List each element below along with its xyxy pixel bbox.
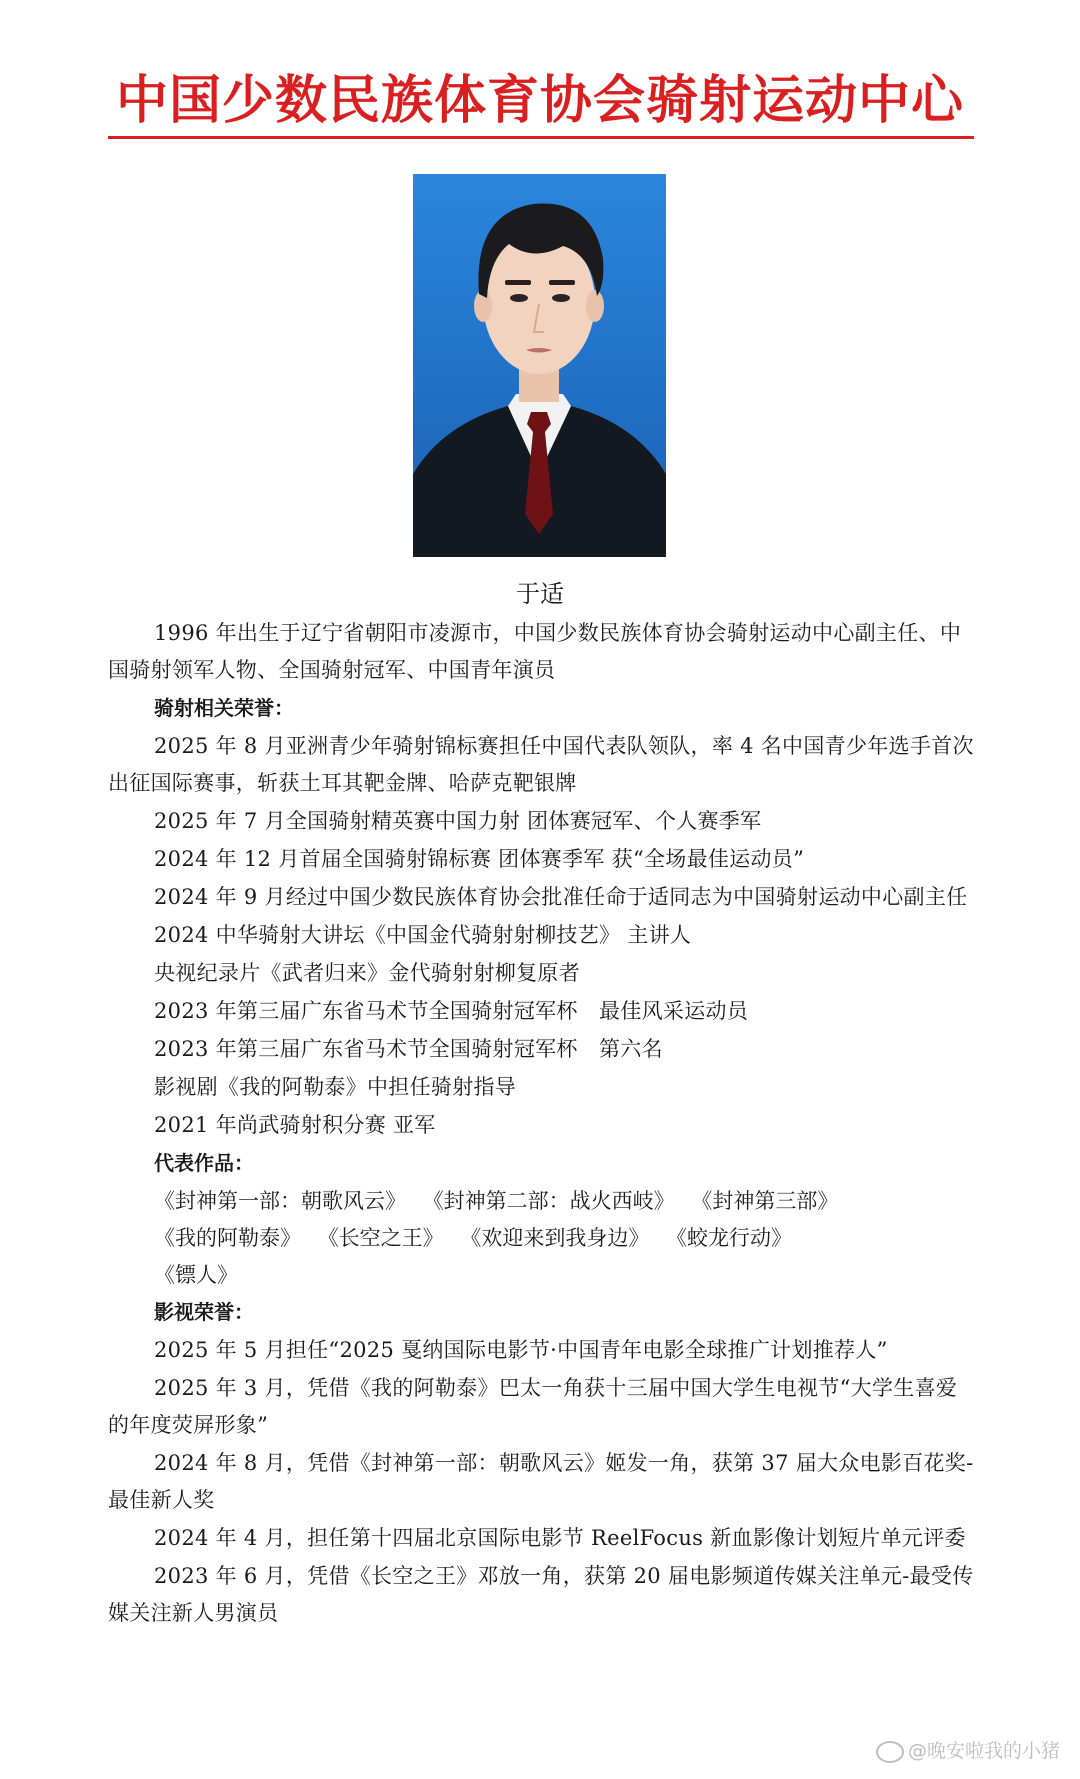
- intro-paragraph: 1996 年出生于辽宁省朝阳市凌源市，中国少数民族体育协会骑射运动中心副主任、中国骑射领军人物、全国骑射冠军、中国青年演员: [108, 621, 962, 682]
- work-title: 《封神第二部：战火西岐》: [422, 1189, 675, 1213]
- honor-item: 2025 年 7 月全国骑射精英赛中国力射 团体赛冠军、个人赛季军: [154, 809, 762, 833]
- biography-body: [108, 615, 974, 1633]
- work-title: 《欢迎来到我身边》: [460, 1226, 650, 1250]
- watermark-text: @晚安啦我的小猪: [907, 1740, 1060, 1762]
- honor-item: 2024 中华骑射大讲坛《中国金代骑射射柳技艺》 主讲人: [154, 923, 692, 947]
- section-heading-equestrian: 骑射相关荣誉：: [154, 696, 294, 720]
- work-title: 《长空之王》: [317, 1226, 444, 1250]
- honor-item: 2023 年第三届广东省马术节全国骑射冠军杯 第六名: [154, 1037, 663, 1061]
- film-honor-item: 2024 年 4 月，担任第十四届北京国际电影节 ReelFocus 新血影像计划短片单元评委: [154, 1526, 966, 1550]
- honor-item: 影视剧《我的阿勒泰》中担任骑射指导: [154, 1075, 517, 1099]
- works-line: [154, 1183, 974, 1220]
- work-title: 《我的阿勒泰》: [154, 1226, 301, 1250]
- work-title: 《封神第一部：朝歌风云》: [154, 1189, 406, 1213]
- person-name: 于适: [516, 580, 564, 608]
- works-line: [154, 1220, 974, 1257]
- section-heading-works: 代表作品：: [154, 1151, 254, 1175]
- film-honor-item: 2024 年 8 月，凭借《封神第一部：朝歌风云》姬发一角，获第 37 届大众电影百花奖-最佳新人奖: [108, 1451, 974, 1512]
- title-divider: [108, 136, 974, 139]
- weibo-watermark: [876, 1736, 1060, 1763]
- honor-item: 2024 年 9 月经过中国少数民族体育协会批准任命于适同志为中国骑射运动中心副主任: [154, 885, 968, 909]
- honor-item: 2025 年 8 月亚洲青少年骑射锦标赛担任中国代表队领队，率 4 名中国青少年选手首次出征国际赛事，斩获土耳其靶金牌、哈萨克靶银牌: [108, 734, 974, 795]
- honor-item: 2023 年第三届广东省马术节全国骑射冠军杯 最佳风采运动员: [154, 999, 749, 1023]
- portrait-photo: [413, 174, 666, 557]
- weibo-icon: [876, 1741, 904, 1763]
- section-heading-film-honors: 影视荣誉：: [154, 1300, 254, 1324]
- film-honor-item: 2023 年 6 月，凭借《长空之王》邓放一角，获第 20 届电影频道传媒关注单元-最受传媒关注新人男演员: [108, 1564, 974, 1625]
- work-title: 《封神第三部》: [691, 1189, 839, 1213]
- page-title: 中国少数民族体育协会骑射运动中心: [115, 71, 964, 131]
- work-title: 《镖人》: [154, 1263, 238, 1287]
- works-line: [154, 1257, 974, 1294]
- work-title: 《蛟龙行动》: [666, 1226, 793, 1250]
- film-honor-item: 2025 年 5 月担任“2025 戛纳国际电影节·中国青年电影全球推广计划推荐人”: [154, 1338, 888, 1362]
- works-list: [108, 1183, 974, 1294]
- honor-item: 央视纪录片《武者归来》金代骑射射柳复原者: [154, 961, 580, 985]
- honor-item: 2024 年 12 月首届全国骑射锦标赛 团体赛季军 获“全场最佳运动员”: [154, 847, 805, 871]
- honor-item: 2021 年尚武骑射积分赛 亚军: [154, 1113, 436, 1137]
- film-honor-item: 2025 年 3 月，凭借《我的阿勒泰》巴太一角获十三届中国大学生电视节“大学生喜爱的年度荧屏形象”: [108, 1376, 958, 1437]
